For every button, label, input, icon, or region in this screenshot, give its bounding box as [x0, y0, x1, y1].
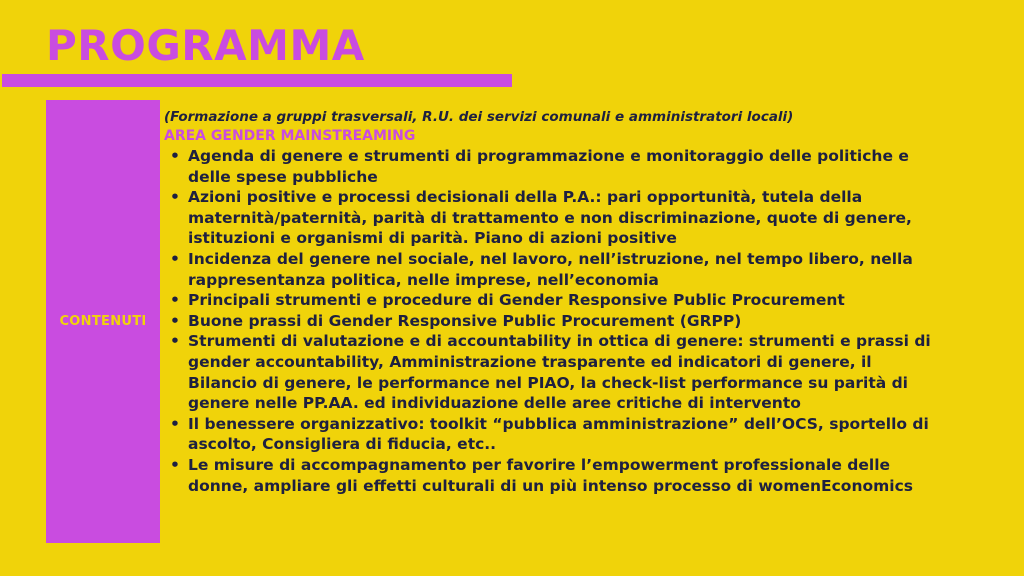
topic-item: • Azioni positive e processi decisionali della P.A.: pari opportunità, tutela della maternità/paternità, parità di trattamento e non discriminazione, quote di genere, istituzioni e organismi di parità. Piano di azioni positive	[164, 187, 936, 249]
topic-list	[164, 146, 936, 496]
topic-item: • Principali strumenti e procedure di Gender Responsive Public Procurement	[164, 290, 936, 311]
topic-item: • Il benessere organizzativo: toolkit “pubblica amministrazione” dell’OCS, sportello di ascolto, Consigliera di fiducia, etc..	[164, 414, 936, 455]
content-area	[164, 108, 964, 496]
slide-title: PROGRAMMA	[46, 21, 365, 70]
topic-item: • Agenda di genere e strumenti di programmazione e monitoraggio delle politiche e delle spese pubbliche	[164, 146, 936, 187]
title-underline-bar	[2, 74, 512, 87]
area-heading: AREA GENDER MAINSTREAMING	[164, 128, 416, 144]
topic-item: • Buone prassi di Gender Responsive Public Procurement (GRPP)	[164, 311, 936, 332]
contents-label: CONTENUTI	[59, 314, 147, 329]
contents-side-panel	[46, 100, 160, 543]
topic-item: • Strumenti di valutazione e di accountability in ottica di genere: strumenti e prassi di gender accountability, Amministrazione trasparente ed indicatori di genere, il Bilancio di genere, le performance nel PIAO, la check-list performance su parità di genere nelle PP.AA. ed individuazione delle aree critiche di intervento	[164, 331, 936, 413]
topic-item: • Incidenza del genere nel sociale, nel lavoro, nell’istruzione, nel tempo libero, nella rappresentanza politica, nelle imprese, nell’economia	[164, 249, 936, 290]
training-subtitle: (Formazione a gruppi trasversali, R.U. dei servizi comunali e amministratori locali)	[164, 109, 794, 125]
topic-item: • Le misure di accompagnamento per favorire l’empowerment professionale delle donne, ampliare gli effetti culturali di un più intenso processo di womenEconomics	[164, 455, 936, 496]
